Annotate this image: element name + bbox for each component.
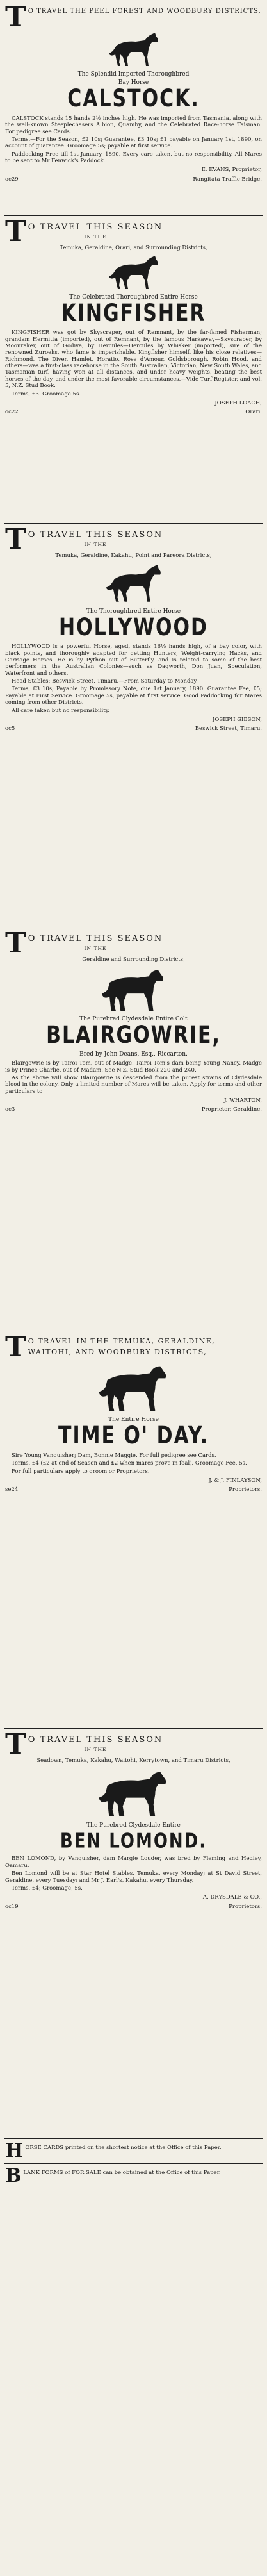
advert-kingfisher (4, 216, 263, 524)
advert-intro-2: Bay Horse (118, 79, 149, 87)
advert-districts: Seadown, Temuka, Kakahu, Waitohi, Kerrytown, and Timaru Districts, (36, 1757, 231, 1765)
advert-body: Sire Young Vanquisher; Dam, Bonnie Maggie. For full pedigree see Cards. (12, 1452, 216, 1459)
advert-terms: Terms, £4; Groomage, 5s. (12, 1884, 83, 1891)
advert-terms: Terms, £3. Groomage 5s. (12, 390, 81, 397)
horse-illustration (105, 254, 163, 292)
advert-heading: O TRAVEL THIS SEASON (28, 222, 163, 232)
advert-districts: Temuka, Geraldine, Kakahu, Point and Pareora Districts, (55, 553, 212, 560)
advert-breeder: Bred by John Deans, Esq., Riccarton. (79, 1051, 188, 1058)
notice-horse-cards (4, 2139, 263, 2164)
advert-districts: Temuka, Geraldine, Orari, and Surrounding Districts, (60, 245, 207, 252)
advert-terms: Terms, £3 10s; Payable by Promissory Note, due 1st January, 1890. Guarantee Fee, £5; Payable at First Service. Groomage 5s, payable at first service. Good Paddocking for Mares coming from other Districts. (5, 686, 262, 706)
drop-capital: T (5, 215, 26, 248)
advert-districts: Geraldine and Surrounding Districts, (82, 956, 185, 963)
advert-body: CALSTOCK stands 15 hands 2½ inches high. He was imported from Tasmania, along with the well-known Steeplechasers Albion, Quamby, and the Celebrated Race-horse Taisman. For pedigree see Cards. (5, 115, 262, 135)
proprietor-location: Proprietor, Geraldine. (201, 1106, 262, 1113)
proprietor: J. & J. FINLAYSON, (209, 1477, 262, 1484)
advert-stables: Head Stables: Beswick Street, Timaru.—From Saturday to Monday. (12, 678, 198, 685)
proprietor-location: Rangitata Traffic Bridge. (193, 176, 262, 183)
advert-code: oc29 (5, 176, 19, 183)
advert-heading: O TRAVEL THIS SEASON (28, 530, 163, 540)
advert-heading: O TRAVEL THE PEEL FOREST AND WOODBURY DISTRICTS, (28, 8, 261, 15)
horse-name: TIME O' DAY. (58, 1422, 209, 1450)
proprietor: JOSEPH GIBSON, (212, 716, 262, 723)
advert-ben-lomond (4, 1729, 263, 2139)
advert-intro: The Splendid Imported Thoroughbred (77, 71, 190, 78)
advert-hollywood (4, 524, 263, 927)
advert-body: BEN LOMOND, by Vanquisher, dam Margie Louder, was bred by Fleming and Hedley, Oamaru. (5, 1856, 262, 1869)
advert-blairgowrie (4, 927, 263, 1331)
advert-body-2: As the above will show Blairgowrie is descended from the purest strains of Clydesdale blood in the colony. Only a limited number of Mares will be taken. Apply for terms and other particulars to (5, 1075, 262, 1095)
advert-intro: The Thoroughbred Entire Horse (86, 608, 181, 615)
drop-capital: B (5, 2164, 22, 2187)
advert-heading-in: IN THE (84, 541, 107, 547)
advert-intro: The Celebrated Thoroughbred Entire Horse (69, 294, 198, 301)
advert-heading-in: IN THE (84, 1746, 107, 1752)
advert-code: oc22 (5, 409, 19, 416)
advert-heading: O TRAVEL THIS SEASON (28, 934, 163, 943)
drop-capital: T (5, 1, 26, 33)
advert-intro: The Purebred Clydesdale Entire Colt (79, 1015, 188, 1022)
horse-name: HOLLYWOOD (59, 613, 208, 642)
advert-heading: O TRAVEL THIS SEASON (28, 1735, 163, 1745)
draught-horse-illustration (95, 1767, 172, 1820)
drop-capital: T (5, 927, 26, 960)
notice-blank-forms (4, 2164, 263, 2189)
horse-illustration (102, 562, 166, 606)
advert-time-o-day (4, 1331, 263, 1729)
advert-terms: Terms, £4 (£2 at end of Season and £2 when mares prove in foal). Groomage Fee, 5s. (12, 1460, 247, 1467)
proprietor-location: Beswick Street, Timaru. (195, 726, 262, 733)
drop-capital: T (5, 1728, 26, 1761)
advert-body: KINGFISHER was got by Skyscraper, out of Remnant, by the far-famed Fisherman; grandam Hermitta (imported), out of Remnant, by the famous Harkaway—Skyscraper, by Moonraker, out of Godiva, by Hercules—Hercules by Whisker (imported), sire of the renowned Zuroeks, who fame is imperishable. Kingfisher himself, like his close relatives—Richmond, The Diver, Hamlet, Horatio, Rose d'Amour, Goldsborough, Robin Hood, and others—was a first-class racehorse in the South Australian, Victorian, New South Wales, and Tasmanian turf, having won at all distances, and under heavy weights, beating the best horses of the day, and under the most favorable circumstances.—Vide Turf Register, and vol. 5, N.Z. Stud Book. (5, 329, 262, 390)
proprietor: JOSEPH LOACH, (214, 399, 262, 406)
drop-capital: T (5, 523, 26, 556)
advert-code: oc19 (5, 1903, 19, 1910)
horse-name: CALSTOCK. (67, 85, 200, 113)
draught-horse-illustration (99, 966, 169, 1013)
advert-heading: O TRAVEL IN THE TEMUKA, GERALDINE, WAITOHI, AND WOODBURY DISTRICTS, (28, 1337, 216, 1356)
advert-calstock (4, 1, 263, 216)
advert-body-2: All care taken but no responsibility. (12, 707, 110, 714)
notice-text: LANK FORMS of FOR SALE can be obtained at the Office of this Paper. (23, 2169, 221, 2176)
proprietor: J. WHARTON, (224, 1097, 262, 1104)
horse-name: KINGFISHER (61, 299, 206, 328)
proprietor: E. EVANS, Proprietor, (201, 167, 262, 174)
proprietor: A. DRYSDALE & CO., (202, 1894, 262, 1901)
proprietor-location: Proprietors. (229, 1903, 262, 1910)
horse-name: BLAIRGOWRIE, (46, 1021, 221, 1049)
advert-heading-in: IN THE (84, 945, 107, 951)
advert-body-2: Paddocking Free till 1st January, 1890. Every care taken, but no responsibility. All Mares to be sent to Mr Fenwick's Paddock. (5, 151, 262, 165)
advert-terms: Terms.—For the Season, £2 10s; Guarantee, £3 10s; £1 payable on January 1st, 1890, on account of guarantee. Groomage 5s; payable at first service. (5, 137, 262, 150)
advert-code: oc5 (5, 726, 15, 733)
proprietor-location: Proprietors. (229, 1486, 262, 1493)
advert-body-2: For full particulars apply to groom or Proprietors. (12, 1468, 150, 1475)
proprietor-location: Orari. (245, 409, 262, 416)
advert-heading-in: IN THE (84, 233, 107, 240)
advert-intro: The Purebred Clydesdale Entire (86, 1822, 181, 1829)
drop-capital: H (5, 2140, 24, 2162)
advert-body: HOLLYWOOD is a powerful Horse, aged, stands 16½ hands high, of a bay color, with black points, and thoroughly adapted for getting Hunters, Weight-carrying Hacks, and Carriage Horses. He is by Python out of Butterfly, and is related to some of the best performers in the Australian Colonies—such as Dagworth, Don Juan, Speculation, Waterfront and others. (5, 644, 262, 677)
notice-text: ORSE CARDS printed on the shortest notice at the Office of this Paper. (25, 2145, 222, 2151)
advert-intro: The Entire Horse (108, 1417, 159, 1424)
draught-horse-illustration (95, 1361, 172, 1414)
advert-code: se24 (5, 1486, 19, 1493)
horse-name: BEN LOMOND. (60, 1829, 207, 1853)
drop-capital: T (5, 1331, 26, 1363)
advert-code: oc3 (5, 1106, 15, 1113)
horse-illustration (105, 31, 163, 69)
advert-stands: Ben Lomond will be at Star Hotel Stables, Temuka, every Monday; at St David Street, Geraldine, every Tuesday; and Mr J. Earl's, Kakahu, every Thursday. (5, 1870, 262, 1884)
advert-body: Blairgowrie is by Tairoi Tom, out of Madge. Tairoi Tom's dam being Young Nancy. Madge is by Prince Charlie, out of Madam. See N.Z. Stud Book 220 and 240. (5, 1060, 262, 1074)
